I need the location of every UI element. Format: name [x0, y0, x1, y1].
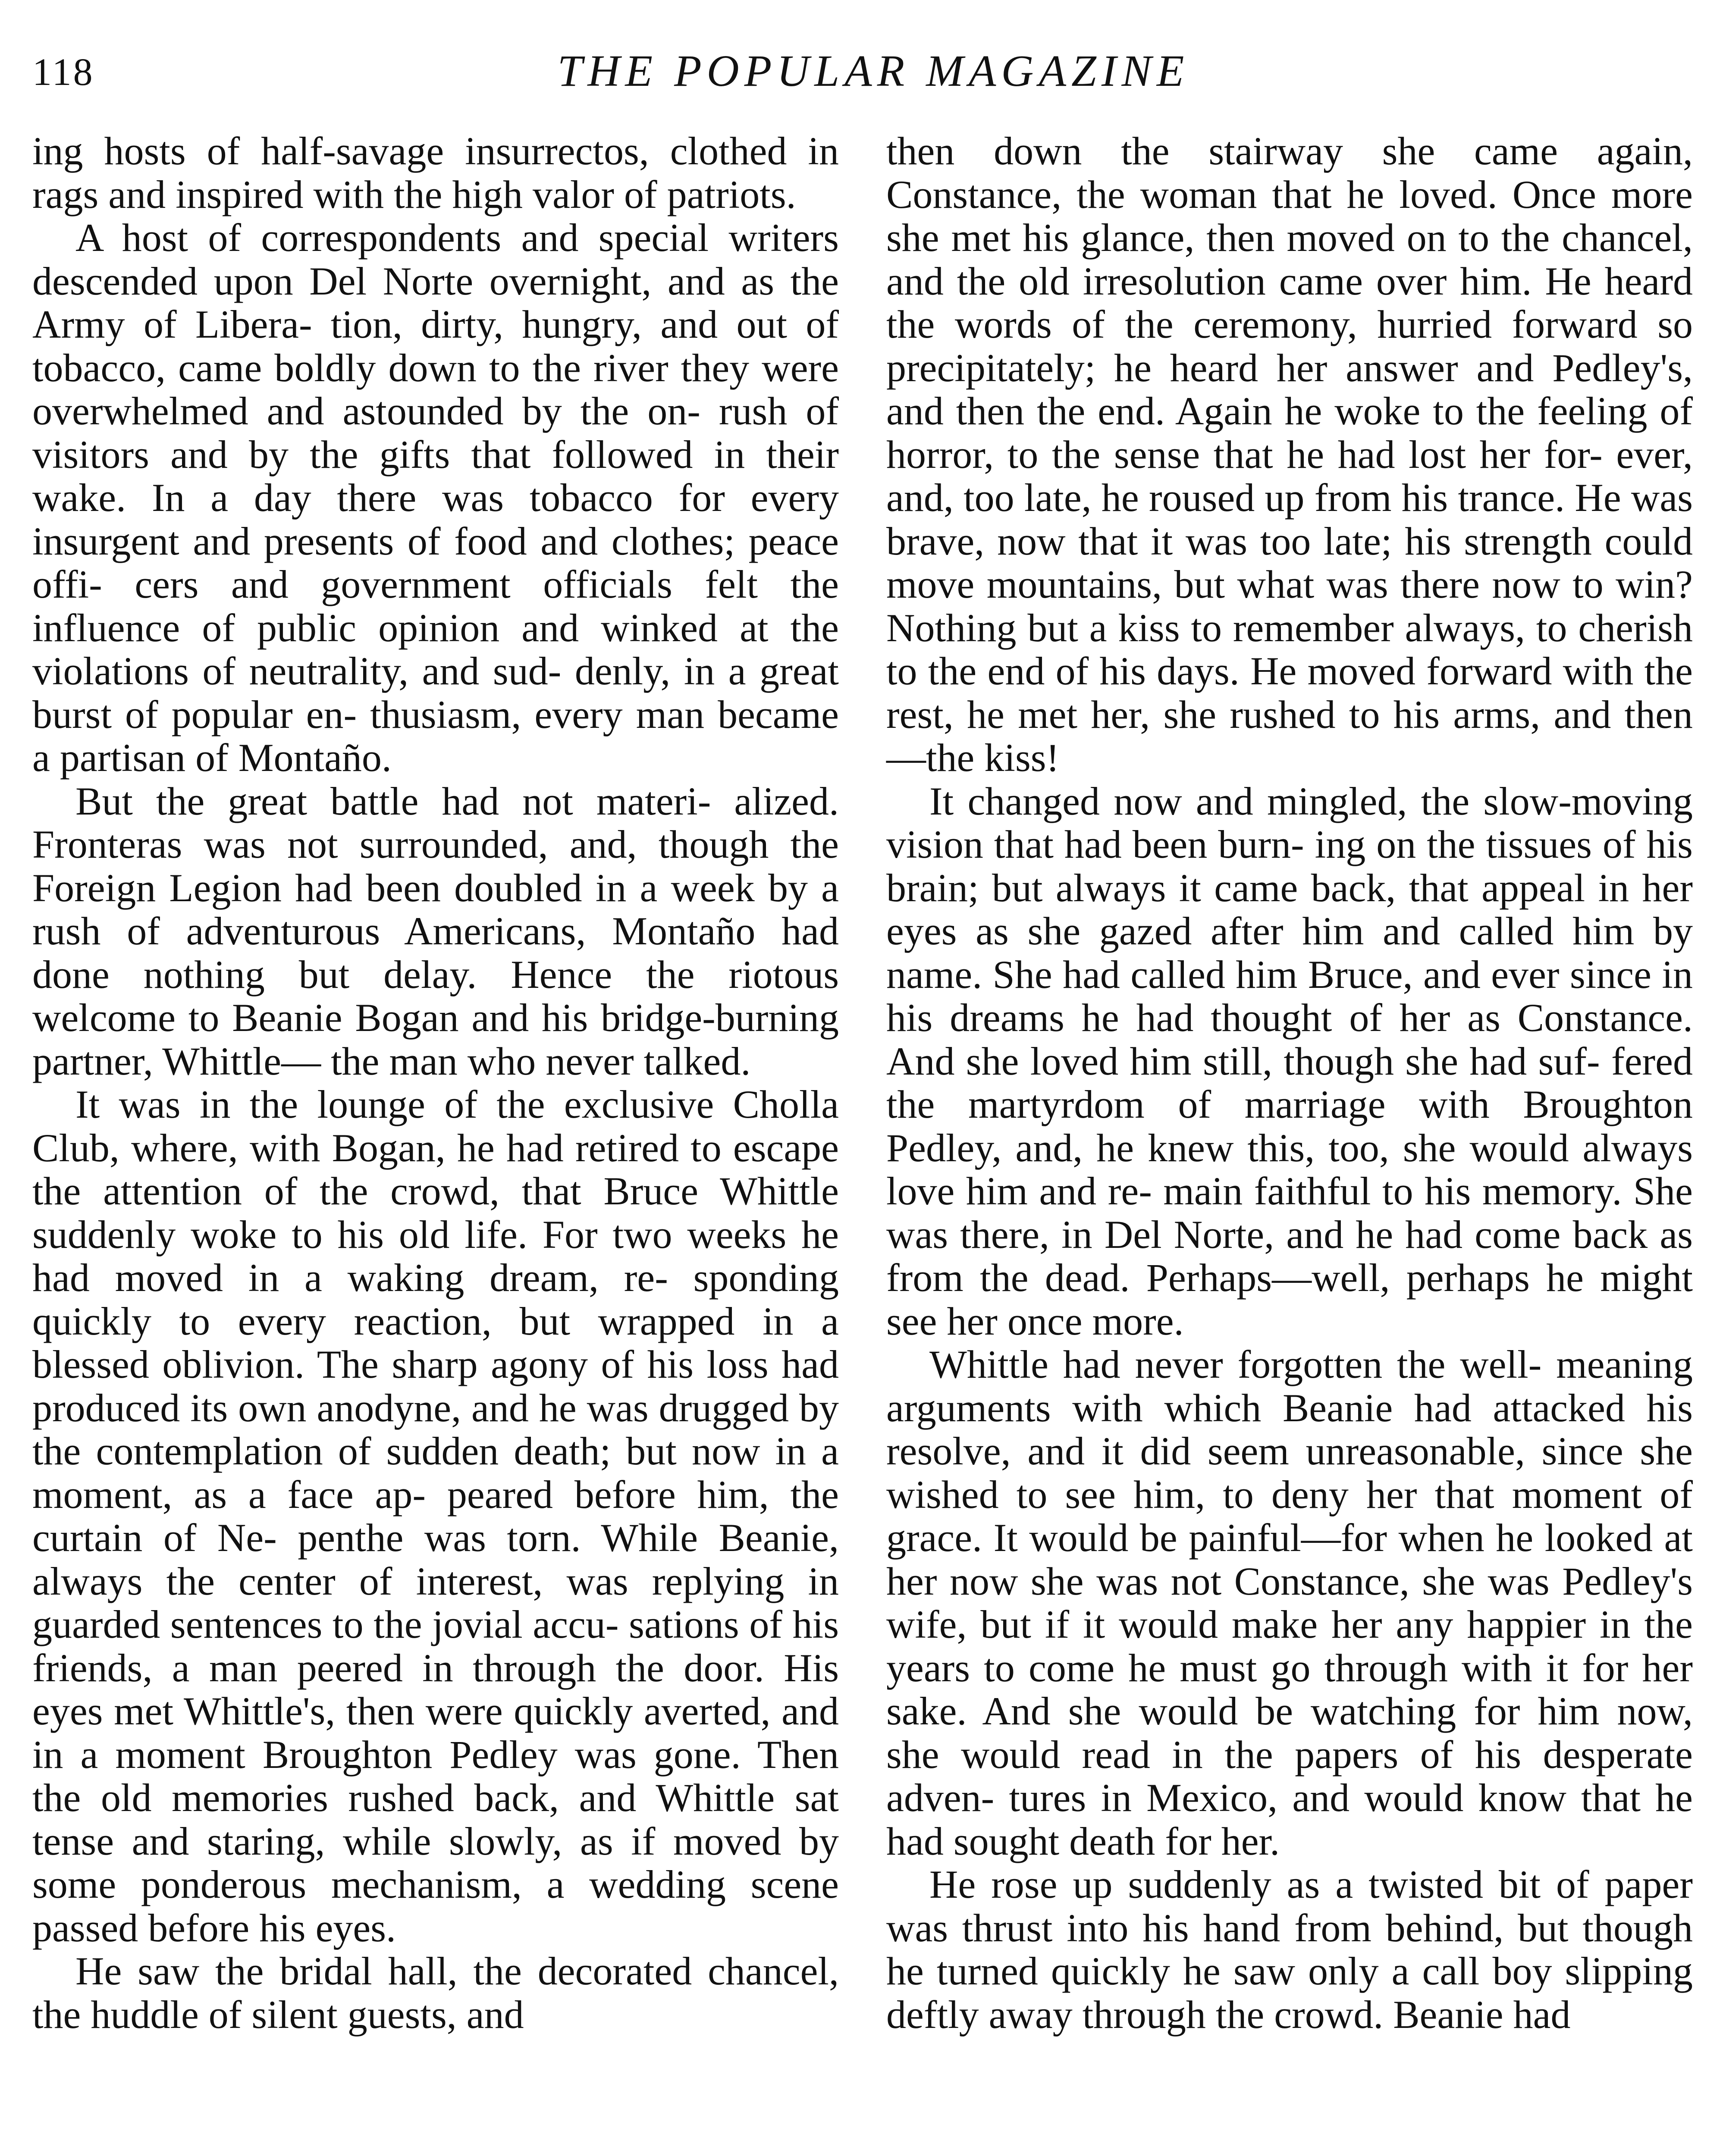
paragraph: A host of correspondents and special writers descended upon Del Norte overnight, and as the Army of Libera- tion, dirty, hungry, and out of tobacco, came boldly down to the river they were overwhelmed and astounded by the on- rush of visitors and by the gifts that followed in their wake. In a day there was tobacco for every insurgent and presents of food and clothes; peace offi- cers and government officials felt the influence of public opinion and winked at the violations of neutrality, and sud- denly, in a great burst of popular en- thusiasm, every man became a partisan of Montaño. [32, 216, 839, 780]
page-header [32, 47, 1697, 99]
running-title: THE POPULAR MAGAZINE [557, 46, 1189, 96]
page-number: 118 [32, 51, 94, 94]
paragraph: He rose up suddenly as a twisted bit of paper was thrust into his hand from behind, but though he turned quickly he saw only a call boy slipping deftly away through the crowd. Beanie had [886, 1862, 1693, 2037]
paragraph: It was in the lounge of the exclusive Cholla Club, where, with Bogan, he had retired to escape the attention of the crowd, that Bruce Whittle suddenly woke to his old life. For two weeks he had moved in a waking dream, re- sponding quickly to every reaction, but wrapped in a blessed oblivion. The sharp agony of his loss had produced its own anodyne, and he was drugged by the contemplation of sudden death; but now in a moment, as a face ap- peared before him, the curtain of Ne- penthe was torn. While Beanie, always the center of interest, was replying in guarded sentences to the jovial accu- sations of his friends, a man peered in through the door. His eyes met Whittle's, then were quickly averted, and in a moment Broughton Pedley was gone. Then the old memories rushed back, and Whittle sat tense and staring, while slowly, as if moved by some ponderous mechanism, a wedding scene passed before his eyes. [32, 1082, 839, 1950]
paragraph: He saw the bridal hall, the decorated chancel, the huddle of silent guests, and [32, 1949, 839, 2037]
paragraph: ing hosts of half-savage insurrectos, clothed in rags and inspired with the high valor of patriots. [32, 129, 839, 216]
paragraph: Whittle had never forgotten the well- meaning arguments with which Beanie had attacked his resolve, and it did seem unreasonable, since she wished to see him, to deny her that moment of grace. It would be painful—for when he looked at her now she was not Constance, she was Pedley's wife, but if it would make her any happier in the years to come he must go through with it for her sake. And she would be watching for him now, she would read in the papers of his desperate adven- tures in Mexico, and would know that he had sought death for her. [886, 1342, 1693, 1863]
paragraph: It changed now and mingled, the slow-moving vision that had been burn- ing on the tissues of his brain; but always it came back, that appeal in her eyes as she gazed after him and called him by name. She had called him Bruce, and ever since in his dreams he had thought of her as Constance. And she loved him still, though she had suf- fered the martyrdom of marriage with Broughton Pedley, and, he knew this, too, she would always love him and re- main faithful to his memory. She was there, in Del Norte, and he had come back as from the dead. Perhaps—well, perhaps he might see her once more. [886, 779, 1693, 1343]
right-column [886, 129, 1693, 2036]
paragraph: then down the stairway she came again, Constance, the woman that he loved. Once more she met his glance, then moved on to the chancel, and the old irresolution came over him. He heard the words of the ceremony, hurried forward so precipitately; he heard her answer and Pedley's, and then the end. Again he woke to the feeling of horror, to the sense that he had lost her for- ever, and, too late, he roused up from his trance. He was brave, now that it was too late; his strength could move mountains, but what was there now to win? Nothing but a kiss to remember always, to cherish to the end of his days. He moved forward with the rest, he met her, she rushed to his arms, and then—the kiss! [886, 129, 1693, 780]
paragraph: But the great battle had not materi- alized. Fronteras was not surrounded, and, though the Foreign Legion had been doubled in a week by a rush of adventurous Americans, Montaño had done nothing but delay. Hence the riotous welcome to Beanie Bogan and his bridge-burning partner, Whittle— the man who never talked. [32, 779, 839, 1083]
left-column [32, 129, 839, 2036]
